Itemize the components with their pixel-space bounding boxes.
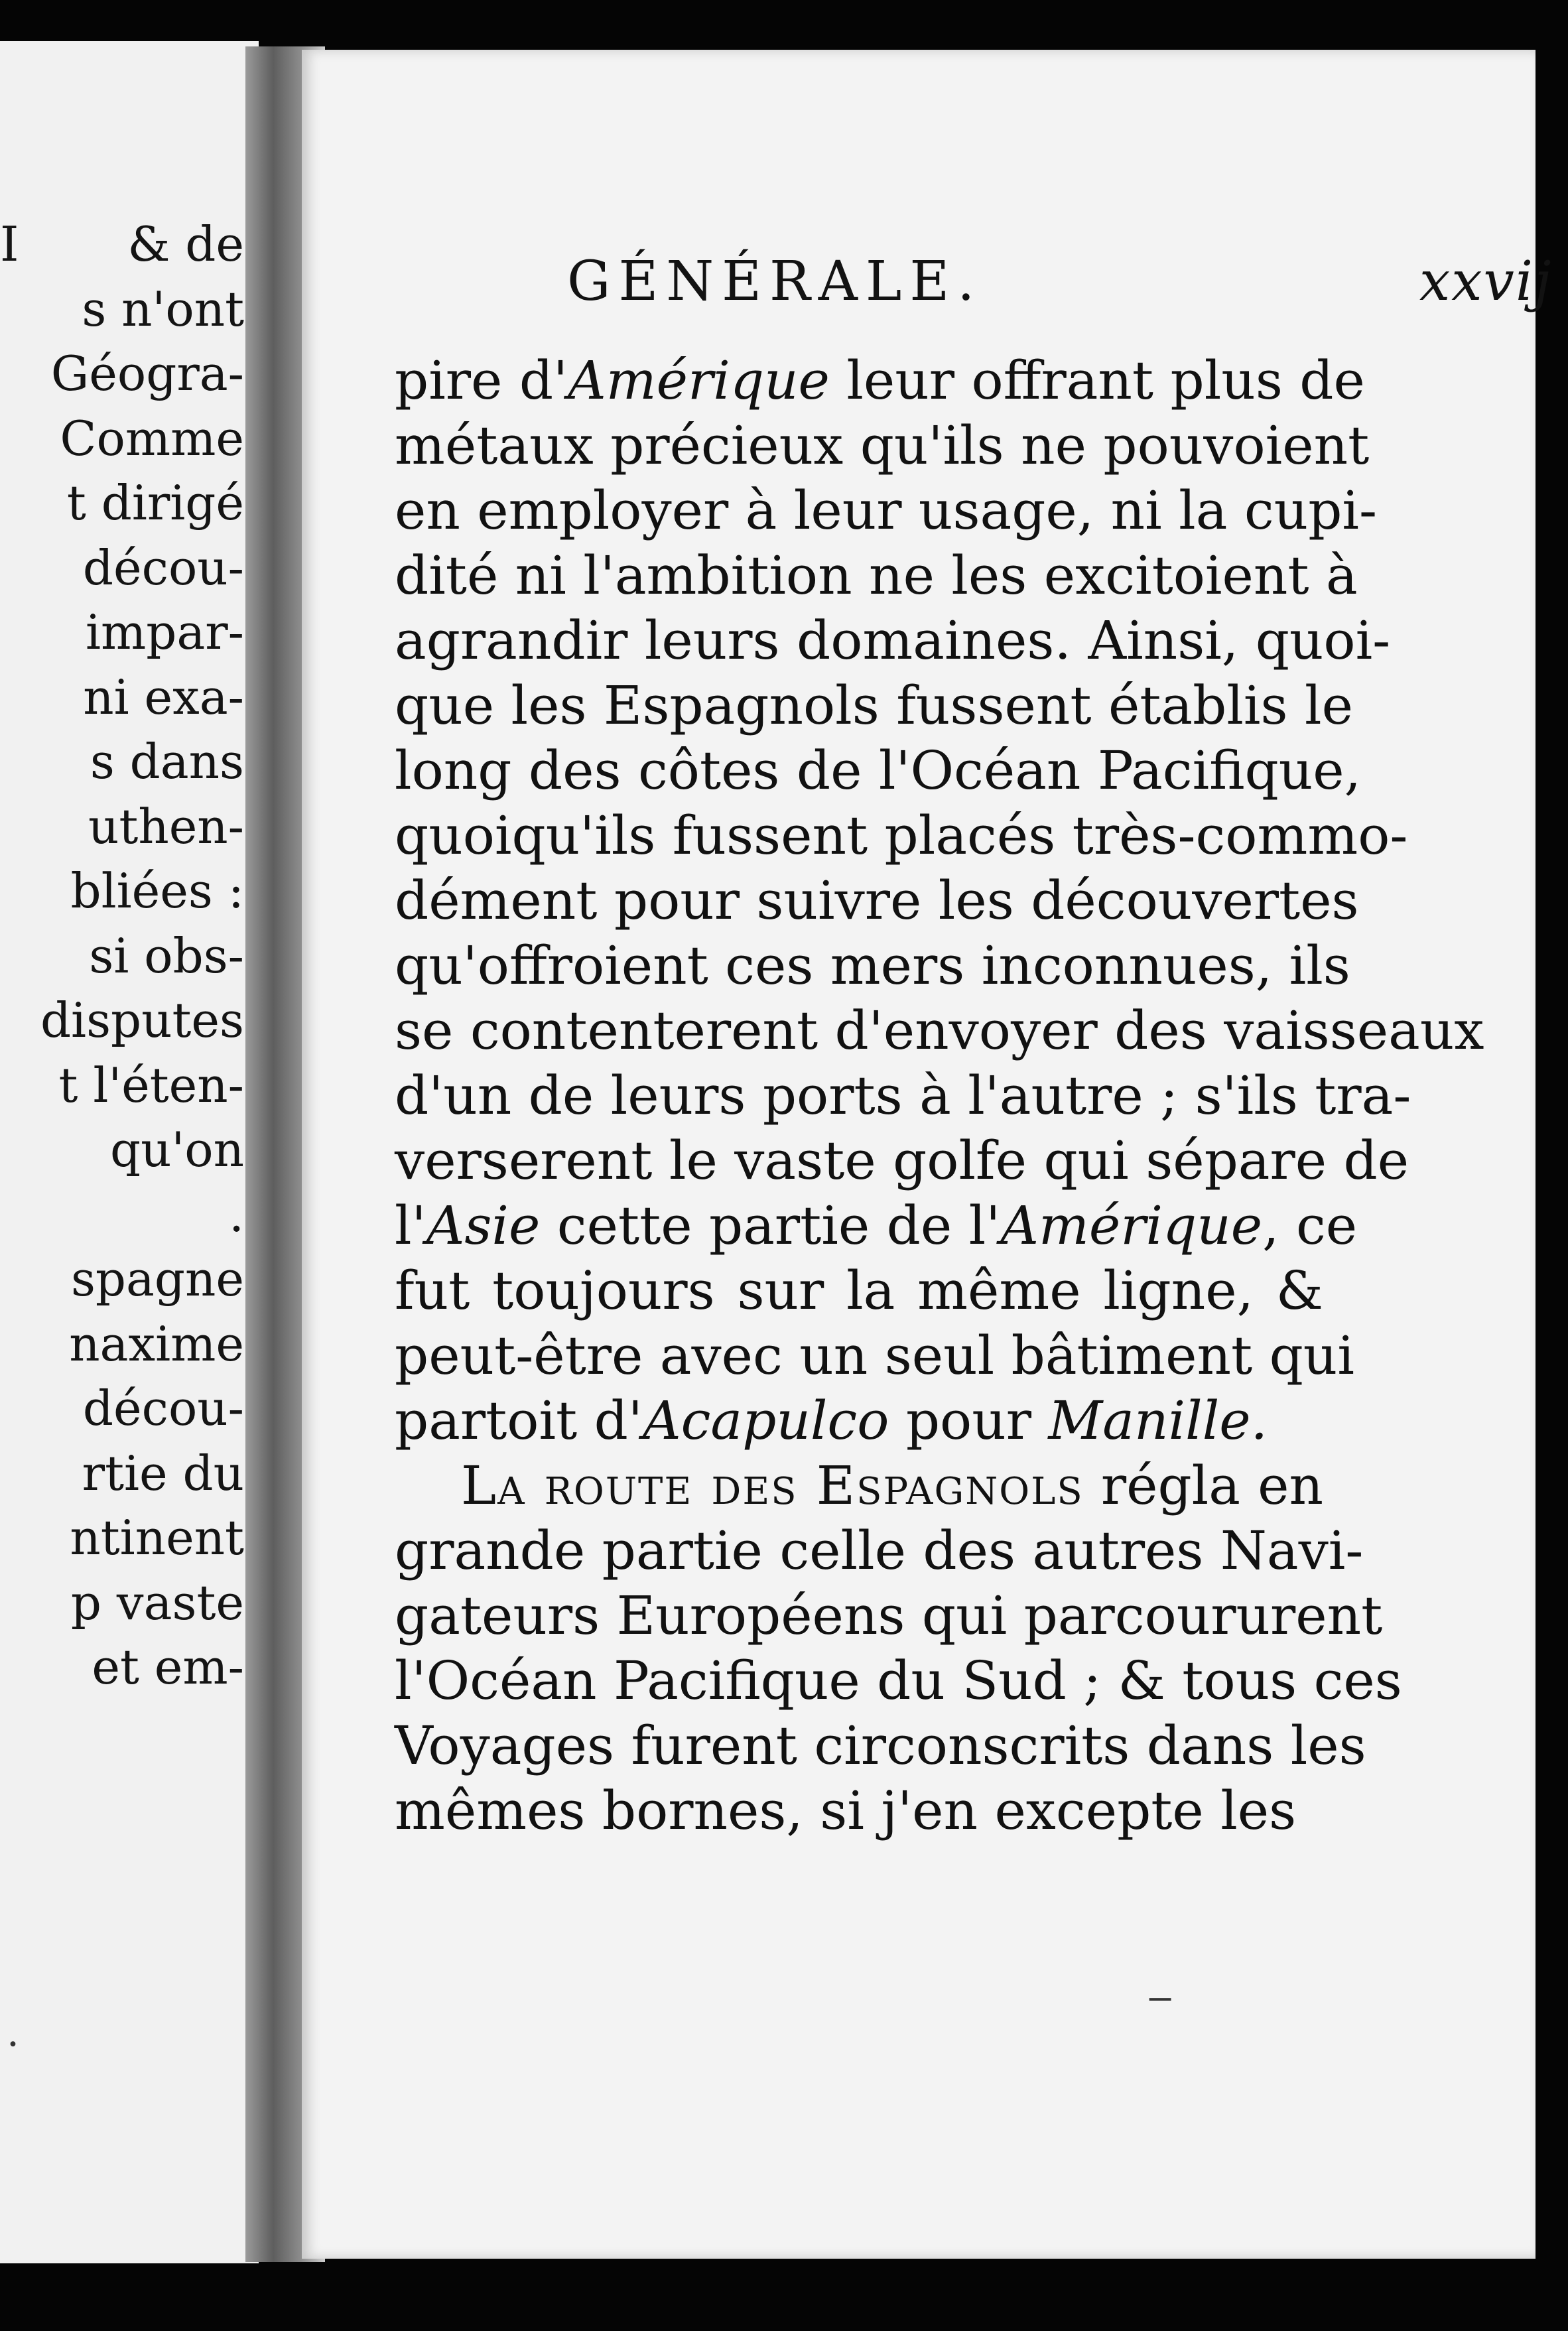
facing-page-line: naxime <box>69 1315 244 1372</box>
text-run: se contenterent d'envoyer des vaisseaux <box>395 1000 1484 1061</box>
text-run: grande partie celle des autres Navi- <box>395 1520 1364 1581</box>
page-number: xxvij <box>1419 250 1553 313</box>
text-run: Voyages furent circonscrits dans les <box>395 1715 1366 1776</box>
text-run: agrandir leurs domaines. Ainsi, quoi- <box>395 610 1391 671</box>
facing-page-line: décou- <box>82 1380 244 1436</box>
text-line <box>395 803 1408 868</box>
text-run: quoiqu'ils fussent placés très-commo- <box>395 805 1408 866</box>
body-text <box>395 348 1484 1843</box>
text-run: gateurs Européens qui parcoururent <box>395 1585 1383 1646</box>
facing-page-line: ntinent <box>70 1510 244 1565</box>
running-head <box>567 242 1562 322</box>
italic-term: Manille. <box>1048 1390 1268 1451</box>
facing-page-line: bliées : <box>70 863 244 919</box>
ink-speck: ‒ <box>1147 1973 1173 2020</box>
facing-page-line: impar- <box>85 604 244 660</box>
text-run: pire d' <box>395 350 568 411</box>
small-caps-lead: La route des Espagnols <box>461 1455 1084 1516</box>
text-line <box>395 543 1358 608</box>
text-run: dément pour suivre les découvertes <box>395 870 1359 931</box>
facing-page-fragment <box>0 41 259 2263</box>
text-line <box>395 1648 1402 1713</box>
text-run: métaux précieux qu'ils ne pouvoient <box>395 415 1370 476</box>
text-line <box>395 868 1359 933</box>
facing-page-line: qu'on <box>110 1122 244 1177</box>
text-run: long des côtes de l'Océan Pacifique, <box>395 740 1362 801</box>
text-line <box>395 933 1350 998</box>
text-run: partoit d' <box>395 1390 643 1451</box>
text-run: en employer à leur usage, ni la cupi- <box>395 480 1378 541</box>
facing-page-line: Géogra- <box>50 346 244 401</box>
italic-term: Amérique <box>1000 1195 1263 1256</box>
text-run: régla en <box>1083 1455 1323 1516</box>
facing-page-line: t dirigé <box>66 475 244 531</box>
facing-page-lines <box>0 212 244 1700</box>
facing-page-line: uthen- <box>88 798 244 854</box>
text-run: verserent le vaste golfe qui sépare de <box>395 1130 1409 1191</box>
facing-page-line: p vaste <box>70 1574 244 1631</box>
text-line <box>395 1778 1323 1843</box>
facing-page-line: et em- <box>92 1639 244 1695</box>
text-run: d'un de leurs ports à l'autre ; s'ils tra- <box>395 1065 1411 1126</box>
text-line <box>395 413 1370 478</box>
italic-term: Acapulco <box>642 1390 889 1451</box>
facing-page-line: t l'éten- <box>58 1057 244 1113</box>
text-run: dité ni l'ambition ne les excitoient à <box>395 545 1358 606</box>
text-run: cette partie de l' <box>540 1195 1001 1256</box>
text-line <box>395 608 1391 673</box>
text-line <box>395 1388 1323 1453</box>
facing-page-head-fragment: I <box>0 216 19 272</box>
text-line <box>395 1518 1364 1583</box>
text-line <box>395 1583 1383 1648</box>
facing-page-line: spagne <box>70 1251 244 1307</box>
facing-page-line: s n'ont <box>82 281 244 337</box>
facing-page-line: s dans <box>90 734 244 789</box>
text-run: l' <box>395 1195 426 1256</box>
text-line <box>395 1128 1409 1193</box>
text-line <box>395 673 1353 738</box>
text-line <box>395 998 1484 1063</box>
running-head-title: GÉNÉRALE. <box>567 250 983 313</box>
facing-page-line: Comme <box>60 410 244 466</box>
text-run: , ce <box>1262 1195 1358 1256</box>
text-line <box>395 1453 1323 1518</box>
facing-page-line: ni exa- <box>83 669 244 725</box>
italic-term: Amérique <box>568 350 830 411</box>
text-line <box>395 738 1362 803</box>
facing-page-line: si obs- <box>89 927 244 984</box>
text-run: pour <box>889 1390 1049 1451</box>
text-line <box>395 1323 1354 1388</box>
facing-page-line: & de <box>127 216 244 272</box>
text-run: fut toujours sur la même ligne, & <box>395 1260 1323 1321</box>
ink-speck: · <box>7 2021 20 2068</box>
facing-page-line: décou- <box>82 539 244 596</box>
text-line <box>395 1258 1323 1323</box>
text-run: peut-être avec un seul bâtiment qui <box>395 1325 1354 1386</box>
text-run: leur offrant plus de <box>829 350 1365 411</box>
main-page <box>302 50 1553 2259</box>
facing-page-line: disputes <box>40 992 244 1048</box>
text-line <box>395 1713 1366 1778</box>
text-line <box>395 348 1365 413</box>
facing-page-line: . <box>229 1186 244 1242</box>
text-line <box>395 1193 1358 1258</box>
text-line <box>395 1063 1411 1128</box>
text-run: mêmes bornes, si j'en excepte les <box>395 1780 1297 1841</box>
text-run: l'Océan Pacifique du Sud ; & tous ces <box>395 1650 1402 1711</box>
italic-term: Asie <box>426 1195 541 1256</box>
text-run: qu'offroient ces mers inconnues, ils <box>395 935 1350 996</box>
facing-page-line: rtie du <box>82 1445 244 1501</box>
text-line <box>395 478 1378 543</box>
text-run: que les Espagnols fussent établis le <box>395 675 1353 736</box>
